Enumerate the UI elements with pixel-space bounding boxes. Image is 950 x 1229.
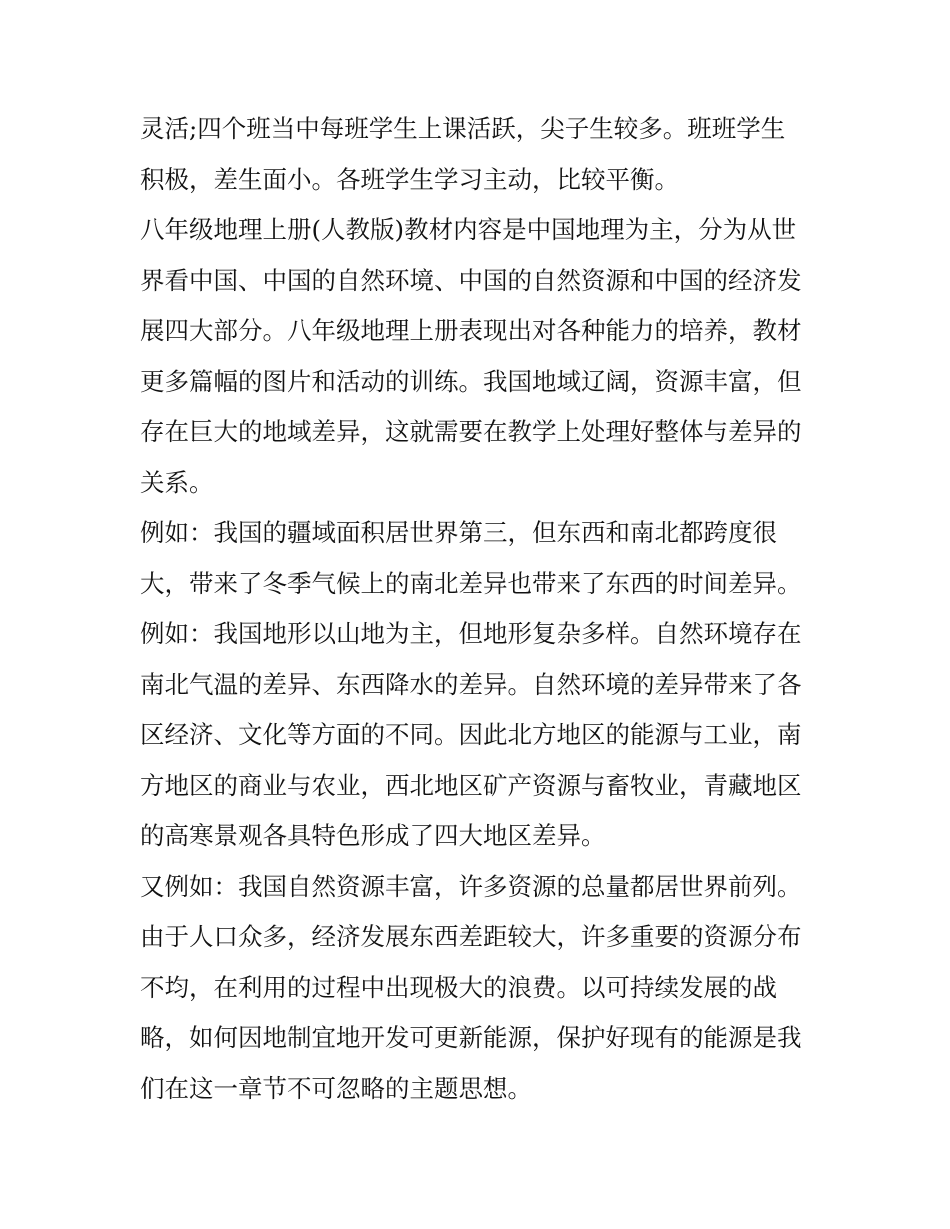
text-line: 更多篇幅的图片和活动的训练。我国地域辽阔，资源丰富，但 (140, 366, 802, 396)
text-line: 积极，差生面小。各班学生学习主动，比较平衡。 (140, 164, 679, 194)
text-line: 关系。 (140, 467, 214, 497)
text-line: 方地区的商业与农业，西北地区矿产资源与畜牧业，青藏地区 (140, 770, 802, 800)
text-line: 由于人口众多，经济发展东西差距较大，许多重要的资源分布 (140, 922, 802, 951)
text-line: 又例如：我国自然资源丰富，许多资源的总量都居世界前列。 (140, 871, 802, 901)
text-line: 不均，在利用的过程中出现极大的浪费。以可持续发展的战 (140, 972, 777, 1002)
text-line: 展四大部分。八年级地理上册表现出对各种能力的培养，教材 (140, 316, 802, 345)
text-line: 存在巨大的地域差异，这就需要在教学上处理好整体与差异的 (140, 417, 802, 446)
text-line: 们在这一章节不可忽略的主题思想。 (140, 1073, 532, 1103)
text-line: 区经济、文化等方面的不同。因此北方地区的能源与工业，南 (140, 720, 802, 749)
text-line: 八年级地理上册(人教版)教材内容是中国地理为主，分为从世 (140, 215, 797, 244)
text-line: 的高寒景观各具特色形成了四大地区差异。 (140, 821, 606, 850)
text-line: 例如：我国的疆域面积居世界第三，但东西和南北都跨度很 (140, 518, 777, 547)
text-line: 南北气温的差异、东西降水的差异。自然环境的差异带来了各 (140, 669, 802, 699)
text-line: 略，如何因地制宜地开发可更新能源，保护好现有的能源是我 (140, 1023, 802, 1052)
body-text (140, 104, 830, 1114)
text-line: 界看中国、中国的自然环境、中国的自然资源和中国的经济发 (140, 265, 802, 295)
text-line: 灵活;四个班当中每班学生上课活跃，尖子生较多。班班学生 (140, 114, 786, 143)
text-line: 例如：我国地形以山地为主，但地形复杂多样。自然环境存在 (140, 619, 802, 648)
text-line: 大，带来了冬季气候上的南北差异也带来了东西的时间差异。 (140, 568, 802, 598)
